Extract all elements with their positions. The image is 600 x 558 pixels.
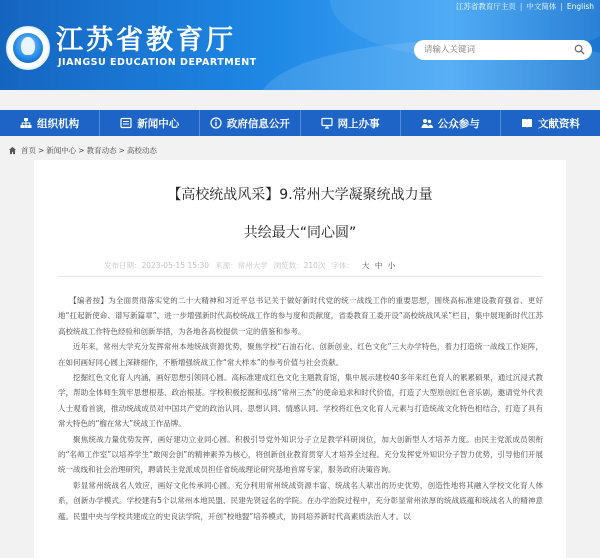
home-icon bbox=[8, 146, 17, 155]
top-links bbox=[456, 0, 594, 12]
article-paragraph: 近年来，常州大学充分发挥常州本地统战资源优势，聚焦学校“石油石化、创新创业、红色文化”三大办学特色，着力打造统一战线工作矩阵，在如何画好同心圆上深耕细作，不断增强统战工作“常大样本”的参考价值与社会贡献。 bbox=[58, 342, 543, 367]
nav-label: 新闻中心 bbox=[137, 117, 180, 130]
breadcrumb-separator: > bbox=[118, 145, 125, 155]
article-title-line2: 共绘最大“同心圆” bbox=[243, 225, 357, 241]
view-count: 浏览数：210次 bbox=[273, 261, 326, 270]
emblem-petal bbox=[21, 37, 35, 55]
site-logo-emblem[interactable] bbox=[6, 26, 50, 70]
people-icon bbox=[421, 117, 433, 129]
article-meta bbox=[104, 260, 398, 271]
breadcrumb-home[interactable]: 首页 bbox=[21, 145, 36, 155]
info-icon bbox=[210, 117, 222, 129]
article-paragraph: 【编者按】为全面贯彻落实党的二十大精神和习近平总书记关于做好新时代党的统一战线工作的重要思想，围绕高标准建设教育强省、更好地“扛起新使命、谱写新篇章”，进一步增强新时代高校统战工作的参与度和贡献度，省委教育工委开设“高校统战风采”栏目，集中展现新时代江苏高校统战工作特色经验和创新举措，为各地各高校提供一定的借鉴和参考。 bbox=[58, 296, 543, 336]
separator: | bbox=[519, 1, 523, 11]
nav-item-organization[interactable] bbox=[0, 110, 100, 136]
breadcrumb-separator: > bbox=[38, 145, 45, 155]
toplink-home[interactable]: 江苏省教育厅主页 bbox=[455, 1, 516, 11]
nav-label: 政府信息公开 bbox=[226, 117, 290, 130]
nav-item-gov-info[interactable] bbox=[200, 110, 300, 136]
article-title-line1: 【高校统战风采】9.常州大学凝聚统战力量 bbox=[167, 187, 433, 203]
search-input[interactable] bbox=[424, 42, 564, 58]
search-icon[interactable] bbox=[574, 44, 585, 55]
monitor-icon bbox=[321, 117, 333, 129]
nav-label: 文献资料 bbox=[537, 117, 580, 130]
nav-label: 组织机构 bbox=[37, 117, 80, 130]
breadcrumb-separator: > bbox=[78, 145, 85, 155]
breadcrumb-news-center[interactable]: 新闻中心 bbox=[46, 145, 77, 155]
nav-item-online-service[interactable] bbox=[301, 110, 401, 136]
news-icon bbox=[120, 117, 132, 129]
breadcrumb-education-news[interactable]: 教育动态 bbox=[86, 145, 117, 155]
breadcrumb-university-news[interactable]: 高校动态 bbox=[126, 145, 157, 155]
org-icon bbox=[20, 117, 32, 129]
font-size-controls bbox=[362, 260, 398, 271]
toplink-chinese[interactable]: 中文简体 bbox=[526, 1, 557, 11]
font-size-large[interactable]: 大 bbox=[361, 261, 370, 270]
nav-label: 网上办事 bbox=[337, 117, 380, 130]
main-nav bbox=[0, 110, 600, 136]
separator: | bbox=[560, 1, 563, 11]
toplink-english[interactable]: English bbox=[566, 1, 594, 11]
meta-divider bbox=[58, 276, 542, 277]
font-size-label: 字体： bbox=[331, 261, 354, 270]
article-paragraph: 聚焦统战力量优势发挥，画好建功立业同心圆。积极引导党外知识分子立足教学科研岗位，加大创新型人才培养力度。由民主党派成员领衔的“名师工作室”以培养学生“敢闯会创”的精神素养为核心，将创新创业教育贯穿人才培养全过程。充分发挥党外知识分子智力优势，引导他们开展统一战线和社会治理研究，聘请民主党派成员担任省统战理论研究基地首席专家，服务政府决策咨询。 bbox=[58, 434, 543, 475]
nav-label: 公众参与 bbox=[437, 117, 480, 130]
article-source: 来源：常州大学 bbox=[215, 261, 268, 270]
publish-date: 发布日期：2023-05-15 15:30 bbox=[104, 261, 210, 270]
site-title[interactable]: 江苏省教育厅 bbox=[56, 25, 236, 56]
search-box bbox=[414, 40, 592, 60]
nav-item-news[interactable] bbox=[100, 110, 200, 136]
article-body bbox=[58, 293, 543, 524]
nav-item-documents[interactable] bbox=[501, 110, 600, 136]
breadcrumb bbox=[8, 144, 157, 156]
site-header bbox=[0, 0, 600, 90]
font-size-medium[interactable]: 中 bbox=[374, 261, 383, 270]
article-paragraph: 彰显常州统战名人效应，画好文化传承同心圆。充分利用常州统战资源丰富、统战名人辈出的历史优势，创造性地将其融入学校文化育人体系，创新办学模式。学校建有5个以常州本地民盟、民建先贤冠名的学院。在办学治院过程中，充分彰显常州浓厚的统战底蕴和统战名人的精神意蕴。民盟中央与学校共建成立的史良法学院，开创“校地盟”培养模式，协同培养新时代高素质法治人才。以 bbox=[58, 480, 543, 521]
article-panel bbox=[34, 160, 566, 558]
site-subtitle: JIANGSU EDUCATION DEPARTMENT bbox=[58, 57, 257, 68]
book-icon bbox=[521, 117, 533, 129]
nav-item-public-participation[interactable] bbox=[401, 110, 501, 136]
font-size-small[interactable]: 小 bbox=[387, 261, 396, 270]
article-paragraph: 挖掘红色文化育人内涵，画好思想引领同心圆。高标准建成红色文化主题教育馆，集中展示建校40多年来红色育人的累累硕果，通过沉浸式教学，帮助全体师生筑牢思想根基、政治根基。学校积极挖掘和弘扬“常州三杰”的使命追求和时代价值，打造了大型原创红色音乐剧，邀请党外代表人士观看首演，推动统战成员对中国共产党的政治认同、思想认同、情感认同。学校将红色文化育人元素与打造统战文化特色相结合，打造了具有常大特色的“榴在常大”统战工作品牌。 bbox=[58, 373, 543, 429]
